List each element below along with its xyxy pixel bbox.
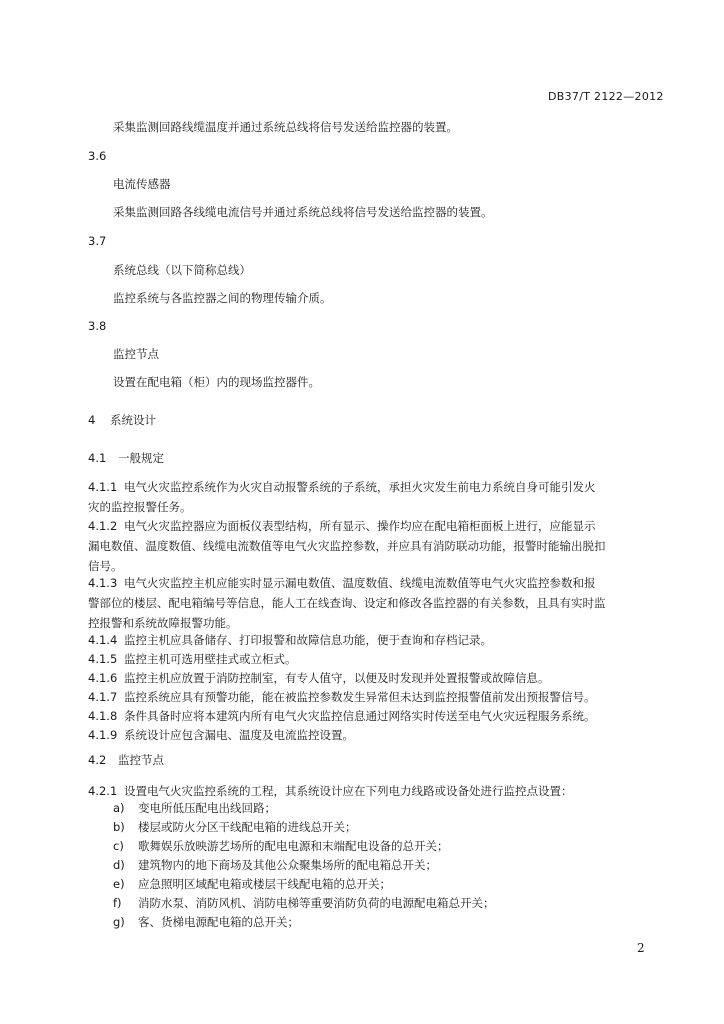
- section-number: 3.8: [88, 319, 107, 333]
- clause-number: 4.2.1: [88, 784, 118, 798]
- definition-text: 监控系统与各监控器之间的物理传输介质。: [113, 291, 332, 305]
- clause-4-2-1: [88, 781, 656, 801]
- clause-line: 电气火灾监控主机应能实时显示漏电数值、温度数值、线缆电流数值等电气火灾监控参数和报: [124, 576, 596, 590]
- clause-4-1-9: [88, 725, 656, 745]
- section-heading: [88, 752, 164, 768]
- list-text: 歌舞娱乐放映游艺场所的配电电源和末端配电设备的总开关；: [138, 839, 449, 853]
- clause-number: 4.1.2: [88, 519, 118, 533]
- section-heading: [88, 450, 164, 466]
- definition-text: 设置在配电箱（柜）内的现场监控器件。: [113, 375, 320, 389]
- list-label: e): [113, 877, 125, 891]
- term-heading: 监控节点: [113, 347, 159, 361]
- clause-line: 警部位的楼层、配电箱编号等信息，能人工在线查询、设定和修改各监控器的有关参数，且具有实时监: [88, 596, 606, 610]
- clause-line: 监控主机应具备储存、打印报警和故障信息功能，便于查询和存档记录。: [124, 633, 492, 647]
- section-title: 监控节点: [118, 753, 164, 767]
- page-number: 2: [637, 941, 645, 955]
- clause-line: 信号。: [88, 559, 123, 573]
- clause-4-1-7: [88, 687, 656, 707]
- monitoring-point-list: [0, 800, 724, 940]
- clause-line: 条件具备时应将本建筑内所有电气火灾监控信息通过网络实时传送至电气火灾远程服务系统。: [124, 709, 596, 723]
- clause-number: 4.1.8: [88, 709, 118, 723]
- list-label: c): [113, 839, 124, 853]
- section-title: 一般规定: [118, 451, 164, 465]
- clause-line: 系统设计应包含漏电、温度及电流监控设置。: [124, 728, 354, 742]
- clause-4-1-2: [88, 516, 656, 576]
- clause-line: 灾的监控报警任务。: [88, 500, 192, 514]
- definition-text: 采集监测回路各线缆电流信号并通过系统总线将信号发送给监控器的装置。: [113, 205, 493, 219]
- clause-number: 4.1.6: [88, 671, 118, 685]
- clause-number: 4.1.5: [88, 652, 118, 666]
- section-number: 3.6: [88, 149, 107, 163]
- section-number: 3.7: [88, 234, 107, 248]
- section-number: 4.2: [88, 753, 107, 767]
- list-label: a): [113, 801, 125, 815]
- list-text: 楼层或防火分区干线配电箱的进线总开关；: [138, 820, 357, 834]
- document-code: DB37/T 2122—2012: [548, 90, 664, 103]
- clause-4-1-6: [88, 668, 656, 688]
- chapter-title: 系统设计: [110, 413, 156, 427]
- clause-number: 4.1.1: [88, 480, 118, 494]
- list-label: f): [113, 896, 122, 910]
- clause-line: 控报警和系统故障报警功能。: [88, 616, 238, 630]
- clause-4-1-8: [88, 706, 656, 726]
- clause-number: 4.1.7: [88, 690, 118, 704]
- list-text: 变电所低压配电出线回路；: [138, 801, 276, 815]
- clause-4-1-5: [88, 649, 656, 669]
- clause-line: 电气火灾监控系统作为火灾自动报警系统的子系统，承担火灾发生前电力系统自身可能引发火: [124, 480, 596, 494]
- clause-line: 监控主机应放置于消防控制室，有专人值守，以便及时发现并处置报警或故障信息。: [124, 671, 550, 685]
- chapter-heading: [88, 412, 156, 428]
- list-label: d): [113, 858, 125, 872]
- clause-line: 监控系统应具有预警功能，能在被监控参数发生异常但未达到监控报警值前发出预报警信号。: [124, 690, 596, 704]
- list-text: 应急照明区域配电箱或楼层干线配电箱的总开关；: [138, 877, 391, 891]
- clause-4-1-4: [88, 630, 656, 650]
- chapter-number: 4: [88, 413, 96, 427]
- clause-4-1-3: [88, 573, 656, 633]
- list-label: b): [113, 820, 125, 834]
- term-heading: 电流传感器: [113, 177, 171, 191]
- clause-line: 监控主机可选用壁挂式或立柜式。: [124, 652, 297, 666]
- clause-line: 电气火灾监控器应为面板仪表型结构，所有显示、操作均应在配电箱柜面板上进行，应能显示: [124, 519, 596, 533]
- clause-line: 设置电气火灾监控系统的工程，其系统设计应在下列电力线路或设备处进行监控点设置：: [124, 784, 573, 798]
- list-label: g): [113, 915, 125, 929]
- clause-line: 漏电数值、温度数值、线缆电流数值等电气火灾监控参数，并应具有消防联动功能，报警时能输出脱扣: [88, 539, 606, 553]
- clause-number: 4.1.9: [88, 728, 118, 742]
- definition-text: 采集监测回路线缆温度并通过系统总线将信号发送给监控器的装置。: [113, 120, 458, 134]
- list-text: 客、货梯电源配电箱的总开关；: [138, 915, 299, 929]
- term-heading: 系统总线（以下简称总线）: [113, 263, 251, 277]
- list-text: 建筑物内的地下商场及其他公众聚集场所的配电箱总开关；: [138, 858, 437, 872]
- clause-number: 4.1.3: [88, 576, 118, 590]
- list-text: 消防水泵、消防风机、消防电梯等重要消防负荷的电源配电箱总开关；: [138, 896, 495, 910]
- clause-4-1-1: [88, 477, 656, 517]
- clause-number: 4.1.4: [88, 633, 118, 647]
- section-number: 4.1: [88, 451, 107, 465]
